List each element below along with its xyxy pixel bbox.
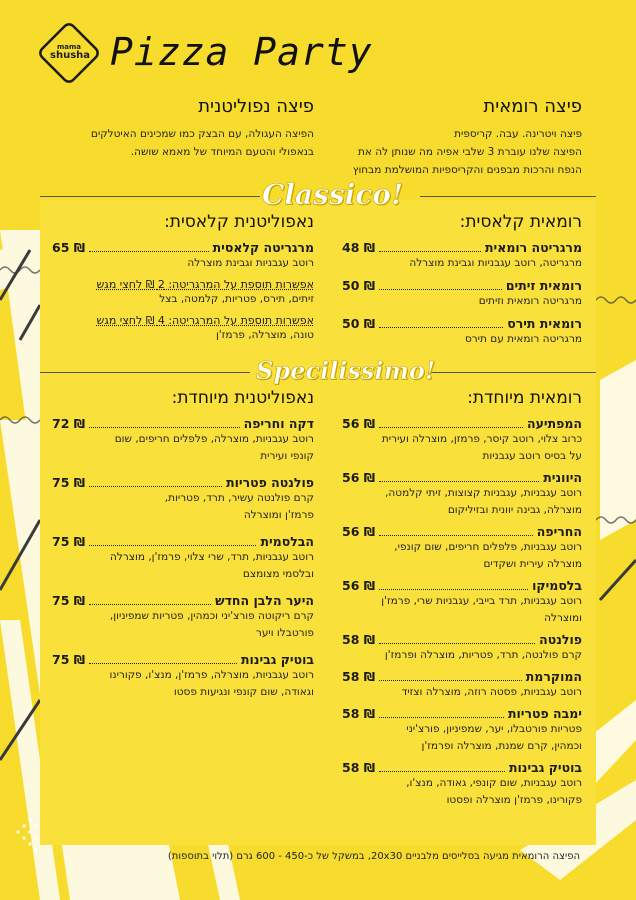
menu-item xyxy=(342,240,582,272)
special-neapolitan-heading: נאפוליטנית מיוחדת: xyxy=(171,388,314,408)
menu-item xyxy=(52,475,314,524)
item-name: החריפה xyxy=(536,524,582,539)
item-name: פולנטה פטריות xyxy=(226,475,314,490)
item-description: פטריות פורטבלו, יער, שמפיניון, פורצ'יני xyxy=(406,723,582,735)
special-divider-left xyxy=(40,372,250,373)
item-description: מרגריטה רומאית עם תירס xyxy=(464,333,582,345)
item-description: מוצרלה, גבינה יוונית ובזיליקום xyxy=(447,504,582,516)
item-name: היער הלבן החדש xyxy=(215,593,314,608)
item-name: המוקרמת xyxy=(525,669,582,684)
item-name: אפשרות תוספת על המרגריטה: 4 ₪ לחצי מגש xyxy=(96,314,314,327)
specialissimo-heading: Specilissimo! xyxy=(256,356,436,385)
menu-item xyxy=(342,669,582,701)
menu-item xyxy=(52,314,314,344)
neapolitan-intro xyxy=(54,96,314,161)
item-description: קרם פולנטה עשיר, תרד, פטריות, xyxy=(164,492,314,504)
item-description: כרוב צלוי, רוטב קיסר, פרמזן, מוצרלה ועירית xyxy=(381,433,582,445)
item-description: ומוצרלה xyxy=(544,612,582,624)
item-price: 58 ₪ xyxy=(342,760,376,775)
item-description: קרם פולנטה, תרד, פטריות, מוצרלה ופרמז'ן xyxy=(384,649,582,661)
menu-item xyxy=(342,706,582,755)
item-price: 58 ₪ xyxy=(342,706,376,721)
menu-item xyxy=(342,278,582,310)
roman-intro-line: הפיצה שלנו עוברת 3 שלבי אפיה מה שנותן לה את xyxy=(358,146,582,158)
menu-item xyxy=(342,470,582,519)
classic-roman-heading: רומאית קלאסית: xyxy=(459,212,582,232)
menu-item xyxy=(52,278,314,308)
menu-item xyxy=(342,524,582,573)
roman-intro-line: פיצה ויטרינה. עבה. קריספית xyxy=(454,128,582,140)
item-description: פרמז'ן ומוצרלה xyxy=(243,509,314,521)
item-description: רוטב עגבניות, שום קונפי, גאודה, מנצ'ו, xyxy=(406,777,582,789)
item-price: 75 ₪ xyxy=(52,534,86,549)
item-description: על בסיס רוטב עגבניות xyxy=(482,450,582,462)
item-description: ובלסמי מצומצם xyxy=(242,568,314,580)
item-description: טונה, מוצרלה, פרמז'ן xyxy=(215,329,314,341)
item-price: 72 ₪ xyxy=(52,416,86,431)
item-name: היוונית xyxy=(543,470,582,485)
item-name: בלסמיקו xyxy=(532,578,582,593)
item-name: רומאית תירס xyxy=(507,316,582,331)
item-description: וכמהין, קרם שמנת, מוצרלה ופרמז'ן xyxy=(421,740,582,752)
item-description: מוצרלה עירית ושקדים xyxy=(483,558,582,570)
menu-item xyxy=(342,578,582,627)
item-name: בוטיק גבינות xyxy=(240,652,314,667)
roman-intro-line: הנפח והרכות מבפנים והקריספיות המושלמת מבחוץ xyxy=(352,164,582,176)
special-neapolitan-column xyxy=(52,388,314,701)
item-description: פורטבלו ויער xyxy=(255,627,314,639)
item-price: 56 ₪ xyxy=(342,578,376,593)
item-description: פקורינו, פרמז'ן מוצרלה ופסטו xyxy=(446,794,582,806)
item-name: מרגריטה רומאית xyxy=(485,240,582,255)
item-price: 58 ₪ xyxy=(342,632,376,647)
item-description: רוטב עגבניות, פסטה רוזה, מוצרלה וצזיד xyxy=(401,686,582,698)
menu-item xyxy=(52,534,314,583)
item-name: בוטיק גבינות xyxy=(508,760,582,775)
item-price: 75 ₪ xyxy=(52,593,86,608)
brand-wordmark xyxy=(50,43,91,61)
roman-intro-heading: פיצה רומאית xyxy=(483,96,582,117)
roman-intro xyxy=(322,96,582,179)
item-description: רוטב עגבניות, תרד, שרי צלוי, פרמז'ן, מוצרלה xyxy=(110,551,314,563)
item-price: 50 ₪ xyxy=(342,278,376,293)
menu-item xyxy=(342,632,582,664)
item-name: דקה וחריפה xyxy=(243,416,314,431)
item-description: קונפי ועירית xyxy=(260,450,314,462)
item-description: רוטב עגבניות, מוצרלה, פרמז'ן, מנצ'ו, פקורינו xyxy=(109,669,314,681)
neapolitan-intro-heading: פיצה נפוליטנית xyxy=(198,96,314,117)
menu-item xyxy=(52,593,314,642)
item-price: 75 ₪ xyxy=(52,475,86,490)
classic-neapolitan-column xyxy=(52,212,314,344)
item-price: 75 ₪ xyxy=(52,652,86,667)
item-description: מרגריטה, רוטב עגבניות וגבינת מוצרלה xyxy=(409,257,582,269)
item-name: אפשרות תוספת על המרגריטה: 2 ₪ לחצי מגש xyxy=(96,278,314,291)
item-description: קרם ריקוטה פורצ'יני וכמהין, פטריות שמפיניון, xyxy=(109,610,314,622)
item-description: זיתים, תירס, פטריות, קלמטה, בצל xyxy=(159,293,314,305)
footer-note: הפיצה הרומאית מגיעה בסלייסים מלבניים 20x30, במשקל של כ-450 - 600 גרם (תלוי בתוספות) xyxy=(167,851,580,862)
brand-top: mama xyxy=(56,43,82,51)
special-roman-column xyxy=(342,388,582,809)
classic-neapolitan-heading: נאפוליטנית קלאסית: xyxy=(164,212,314,232)
item-description: רוטב עגבניות, פלפלים חריפים, שום קונפי, xyxy=(394,541,582,553)
menu-item xyxy=(342,316,582,348)
item-price: 48 ₪ xyxy=(342,240,376,255)
item-price: 58 ₪ xyxy=(342,669,376,684)
item-price: 65 ₪ xyxy=(52,240,86,255)
classico-divider-left xyxy=(40,196,260,197)
neapolitan-intro-line: הפיצה העגולה, עם הבצק כמו שמכינים האיטלקים xyxy=(90,128,314,140)
page-title: Pizza Party xyxy=(110,30,373,74)
special-divider-right xyxy=(428,372,596,373)
item-name: פולנטה xyxy=(539,632,582,647)
special-roman-heading: רומאית מיוחדת: xyxy=(467,388,582,408)
item-name: הבלסמית xyxy=(260,534,314,549)
item-description: רוטב עגבניות, תרד בייבי, עגבניות שרי, פרמז'ן xyxy=(381,595,582,607)
item-description: רוטב עגבניות וגבינת מוצרלה xyxy=(187,257,314,269)
menu-item xyxy=(342,416,582,465)
item-name: מרגריטה קלאסית xyxy=(212,240,314,255)
item-description: מרגריטה רומאית וזיתים xyxy=(478,295,582,307)
classic-roman-column xyxy=(342,212,582,348)
classico-heading: Classico! xyxy=(262,178,404,211)
item-price: 56 ₪ xyxy=(342,524,376,539)
neapolitan-intro-line: בנאפולי והטעם המיוחד של מאמא שושה. xyxy=(130,146,314,158)
item-description: רוטב עגבניות, עגבניות קצוצות, זיתי קלמטה, xyxy=(385,487,582,499)
menu-item xyxy=(342,760,582,809)
item-name: המפתיעה xyxy=(527,416,582,431)
item-price: 50 ₪ xyxy=(342,316,376,331)
brand-bottom: shusha xyxy=(50,50,91,61)
menu-item xyxy=(52,416,314,465)
item-description: וגאודה, שום קונפי ונגיעות פסטו xyxy=(173,686,314,698)
item-description: רוטב עגבניות, מוצרלה, פלפלים חריפים, שום xyxy=(114,433,314,445)
menu-item xyxy=(52,652,314,701)
item-name: ימבה פטריות xyxy=(507,706,582,721)
menu-item xyxy=(52,240,314,272)
item-price: 56 ₪ xyxy=(342,416,376,431)
classico-divider-right xyxy=(420,196,596,197)
item-name: רומאית זיתים xyxy=(505,278,582,293)
item-price: 56 ₪ xyxy=(342,470,376,485)
